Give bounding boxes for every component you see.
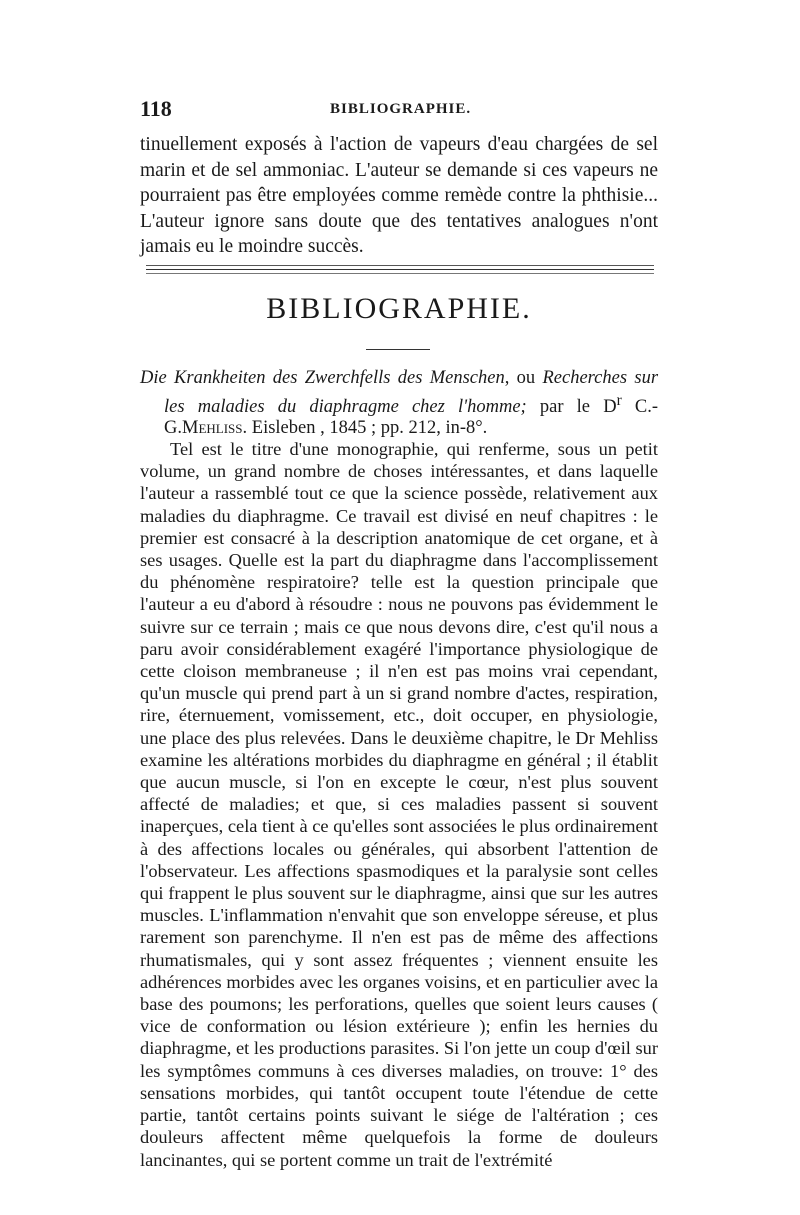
citation-author-name: Mehliss	[182, 418, 243, 439]
review-body	[140, 438, 658, 1171]
citation-title-french: Recherches sur les maladies du diaphragme chez l'homme;	[164, 368, 659, 417]
citation-separator: , ou	[504, 368, 543, 388]
title-underline-rule	[366, 349, 430, 350]
continued-paragraph-text: tinuellement exposés à l'action de vapeurs d'eau chargées de sel marin et de sel ammoniac. L'auteur se demande si ces vapeurs ne pourraient pas être employées comme remède contre la phthisie... L'auteur ignore sans doute que des tentatives analogues n'ont jamais eu le moindre succès.	[140, 134, 658, 257]
citation-doctor-sup: r	[616, 391, 622, 409]
section-divider-double	[146, 269, 654, 274]
review-paragraph: Tel est le titre d'une monographie, qui renferme, sous un petit volume, un grand nombre de choses intéressantes, et dans laquelle l'auteur a rassemblé tout ce que la science possède, relativement aux maladies du diaphragme. Ce travail est divisé en neuf chapitres : le premier est consacré à la description anatomique de cet organe, et à ses usages. Quelle est la part du diaphragme dans l'accomplissement du phénomène respiratoire? telle est la question principale que l'auteur a eu d'abord à résoudre : nous ne pouvons pas évidemment le suivre sur ce terrain ; mais ce que nous devons dire, c'est qu'il nous a paru avoir considérablement exagéré l'importance physiologique de cette cloison membraneuse ; il n'en est pas moins vrai cependant, qu'un muscle qui prend part à un si grand nombre d'actes, respiration, rire, éternuement, vomissement, etc., doit occuper, en physiologie, une place des plus relevées. Dans le deuxième chapitre, le Dr Mehliss examine les altérations morbides du diaphragme en général ; il établit que aucun muscle, si l'on en excepte le cœur, n'est plus souvent affecté de maladies; et que, si ces maladies passent si souvent inaperçues, cela tient à ce qu'elles sont associées le plus ordinairement à des affections locales ou générales, qui absorbent l'attention de l'observateur. Les affections spasmodiques et la paralysie sont celles qui frappent le plus souvent sur le diaphragme, ainsi que sur les autres muscles. L'inflammation n'envahit que son enveloppe séreuse, et plus rarement son parenchyme. Il n'en est pas de même des affections rhumatismales, qui y sont assez fréquentes ; viennent ensuite les adhérences morbides avec les organes voisins, et en particulier avec la base des poumons; les perforations, quelles que soient leurs causes ( vice de conformation ou lésion extérieure ); enfin les hernies du diaphragme, et les productions parasites. Si l'on jette un coup d'œil sur les symptômes communs à ces diverses maladies, on trouve: 1° des sensations morbides, qui tantôt occupent toute l'étendue de cette partie, tantôt certains points suivant le siége de l'altération ; ces douleurs affectent même quelquefois la forme de douleurs lancinantes, qui se portent comme un trait de l'extrémité	[140, 439, 658, 1170]
section-title: BIBLIOGRAPHIE.	[266, 292, 532, 325]
continued-paragraph	[140, 132, 658, 260]
running-head: BIBLIOGRAPHIE.	[330, 101, 472, 117]
citation-title-german: Die Krankheiten des Zwerchfells des Menschen	[140, 368, 505, 388]
bibliographic-citation	[140, 368, 658, 440]
citation-author-initials: C.-G.	[164, 396, 659, 439]
citation-by: par le D	[526, 396, 617, 417]
section-divider-top	[146, 265, 654, 266]
page-header	[140, 96, 658, 124]
page-number: 118	[140, 96, 172, 121]
citation-publication: . Eisleben , 1845 ; pp. 212, in-8°.	[242, 418, 488, 439]
